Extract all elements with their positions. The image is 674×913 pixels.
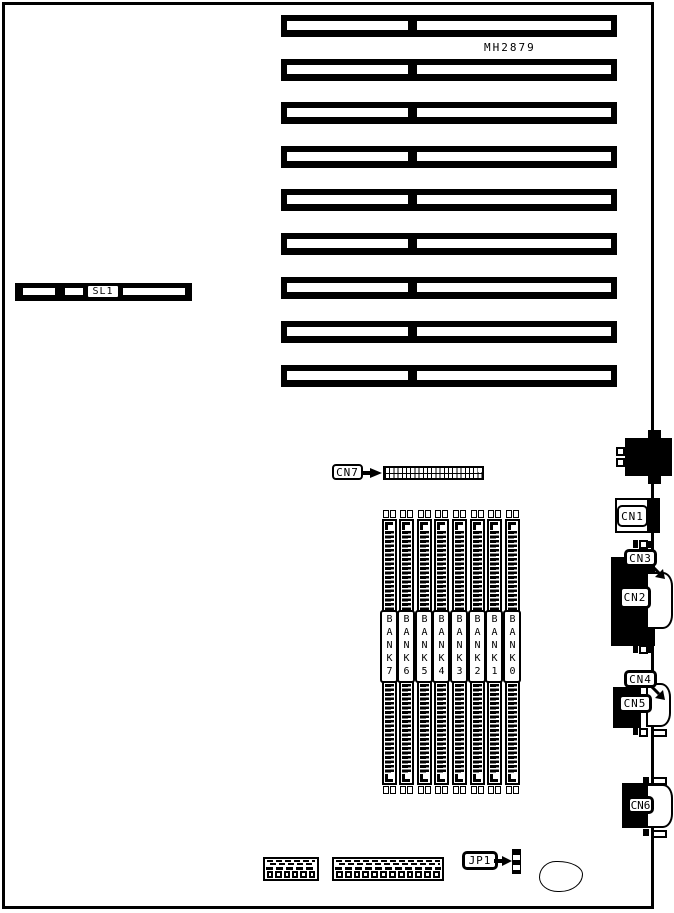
expansion-slot-5 [281, 189, 617, 211]
bank-label: BANK3 [450, 610, 468, 683]
pin-header-large [332, 857, 444, 881]
arrow-right-icon [361, 467, 383, 479]
expansion-slot-2 [281, 59, 617, 81]
cn6-peg [643, 829, 649, 836]
connector-cn1-edge [647, 500, 659, 531]
expansion-slot-6 [281, 233, 617, 255]
bank-label: BANK1 [485, 610, 503, 683]
sl1-segment [65, 288, 83, 295]
part-number: MH2879 [484, 41, 536, 54]
simm-socket-bank3 [452, 510, 467, 794]
cn7-pin1-marker [478, 468, 482, 472]
bank-label: BANK0 [503, 610, 521, 683]
expansion-slot-7 [281, 277, 617, 299]
connector-cn7 [383, 466, 484, 480]
sl1-segment [23, 288, 55, 295]
simm-socket-bank7 [382, 510, 397, 794]
bank-label: BANK4 [432, 610, 450, 683]
jumper-jp1 [512, 849, 521, 874]
cn2-peg [633, 645, 638, 653]
cn3-peg [639, 540, 648, 549]
keyboard-connector-pin [616, 447, 625, 456]
keyboard-connector [625, 438, 672, 476]
bank-label: BANK5 [415, 610, 433, 683]
pin-header-small [263, 857, 319, 881]
cn5-peg [639, 728, 648, 737]
expansion-slot-3 [281, 102, 617, 124]
label-cn4: CN4 [624, 670, 657, 688]
label-cn2: CN2 [619, 586, 651, 609]
label-cn5: CN5 [618, 694, 652, 713]
expansion-slot-4 [281, 146, 617, 168]
keyboard-connector-notch [648, 475, 661, 484]
sl1-segment [123, 288, 185, 295]
label-cn1: CN1 [617, 505, 648, 527]
simm-socket-bank4 [434, 510, 449, 794]
cn6-peg [652, 830, 667, 838]
cn5-peg [652, 729, 667, 737]
cn3-peg [633, 540, 638, 548]
label-cn6: CN6 [627, 796, 654, 814]
cn2-peg [639, 645, 648, 654]
label-jp1: JP1 [462, 851, 498, 870]
arrow-down-right-icon [650, 685, 666, 701]
label-sl1: SL1 [87, 285, 119, 298]
arrow-right-icon [494, 856, 513, 866]
keyboard-connector-pin [616, 458, 625, 467]
simm-socket-bank6 [399, 510, 414, 794]
expansion-slot-8 [281, 321, 617, 343]
cn7-pin-row-divider [385, 473, 482, 475]
expansion-slot-9 [281, 365, 617, 387]
cn6-peg [643, 777, 649, 784]
simm-socket-bank0 [505, 510, 520, 794]
cn2-peg [648, 646, 652, 653]
arrow-down-right-icon [650, 564, 666, 580]
bank-label: BANK2 [468, 610, 486, 683]
bank-label: BANK6 [397, 610, 415, 683]
simm-socket-bank1 [487, 510, 502, 794]
simm-socket-bank5 [417, 510, 432, 794]
cn5-peg [633, 728, 638, 735]
label-cn3: CN3 [624, 549, 657, 567]
label-cn7: CN7 [332, 464, 363, 480]
simm-socket-bank2 [470, 510, 485, 794]
cn3-peg [648, 541, 652, 548]
expansion-slot-1 [281, 15, 617, 37]
bank-label: BANK7 [380, 610, 398, 683]
board-outline [2, 2, 654, 909]
